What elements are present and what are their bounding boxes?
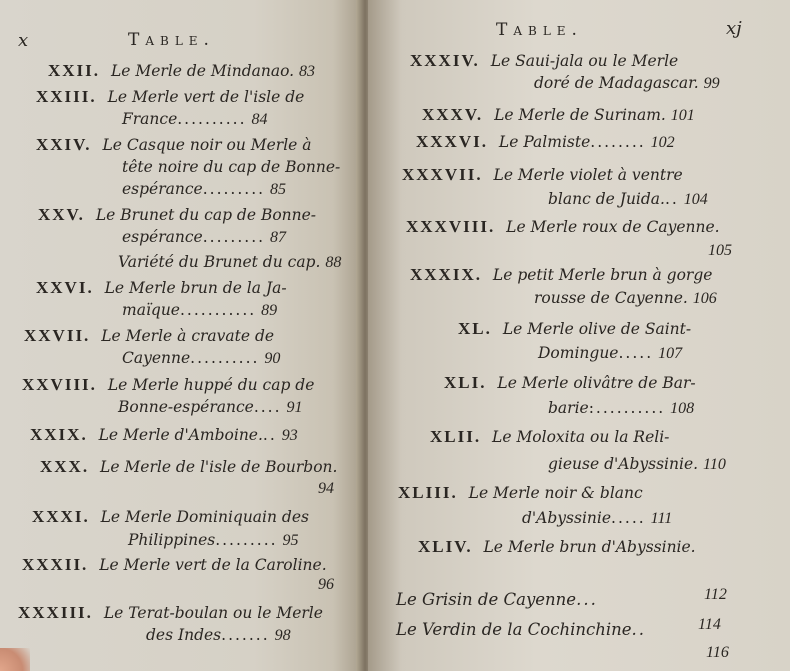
entry-page: 98: [274, 627, 291, 644]
toc-entry: [430, 426, 669, 448]
entry-number: XL.: [458, 319, 492, 338]
toc-entry: [118, 252, 341, 273]
entry-number: XXVI.: [36, 278, 94, 297]
entry-title: Le Merle d'Amboine.: [98, 426, 263, 444]
toc-entry-continuation: [122, 157, 340, 178]
left-header: Table.: [128, 30, 215, 50]
right-header: Table.: [496, 20, 583, 40]
entry-title: Le Merle de l'isle de Bourbon.: [100, 458, 338, 476]
toc-entry: [398, 482, 643, 504]
toc-entry: [458, 318, 691, 340]
entry-title-line2: espérance: [122, 228, 203, 246]
entry-title-line2: Philippines: [128, 531, 216, 549]
entry-title: Le Casque noir ou Merle à: [102, 136, 312, 154]
toc-entry-continuation: maïque........... 89: [122, 301, 278, 319]
entry-page: 108: [670, 400, 695, 417]
toc-entry: [402, 164, 683, 186]
toc-entry-continuation: blanc de Juida... 104: [548, 190, 708, 208]
entry-title: Le Terat-boulan ou le Merle: [103, 604, 323, 622]
entry-number: XXVII.: [24, 326, 91, 345]
entry-page: 112: [704, 586, 727, 603]
entry-title-line3: espérance: [122, 180, 203, 198]
entry-number: XXVIII.: [22, 375, 97, 394]
toc-entry-continuation: Cayenne.......... 90: [122, 349, 281, 367]
entry-title: Le Merle olivâtre de Bar-: [497, 374, 696, 392]
entry-title: Le Brunet du cap de Bonne-: [95, 206, 317, 224]
entry-number: XXXIX.: [410, 265, 482, 284]
entry-page: 102: [650, 134, 675, 151]
toc-entry-continuation: espérance......... 85: [122, 180, 286, 198]
entry-title: Le petit Merle brun à gorge: [492, 266, 713, 284]
entry-page: 85: [270, 181, 286, 198]
entry-number: XXXVII.: [402, 165, 483, 184]
entry-page: 89: [261, 302, 278, 319]
entry-title-line2: des Indes: [146, 626, 222, 644]
toc-entry: [406, 216, 720, 238]
toc-entry: [38, 204, 316, 226]
toc-entry-continuation: [534, 73, 720, 94]
entry-page: 91: [286, 399, 303, 416]
entry-number: XXXI.: [32, 507, 90, 526]
right-folio: xj: [726, 18, 742, 39]
entry-title-line2: maïque: [122, 301, 180, 319]
entry-title-line2: doré de Madagascar.: [534, 74, 699, 92]
entry-title-line2: Cayenne: [122, 349, 191, 367]
left-page: [0, 0, 362, 671]
entry-title: Le Merle vert de l'isle de: [107, 88, 305, 106]
toc-entry: [410, 264, 712, 286]
entry-page: 95: [282, 532, 299, 549]
toc-entry-continuation: espérance......... 87: [122, 228, 286, 246]
entry-title: Le Merle huppé du cap de: [107, 376, 315, 394]
entry-page: 87: [270, 229, 286, 246]
entry-title: Le Palmiste: [498, 133, 591, 151]
entry-number: XLIII.: [398, 483, 458, 502]
entry-number: XXX.: [40, 457, 90, 476]
entry-number: XLIV.: [418, 537, 473, 556]
entry-page: 111: [650, 510, 673, 527]
entry-number: XLI.: [444, 373, 487, 392]
toc-entry: [18, 602, 323, 624]
right-page: [368, 0, 790, 671]
entry-title: Le Merle vert de la Caroline.: [99, 556, 327, 574]
entry-page: 94: [318, 480, 334, 497]
toc-entry: [418, 536, 696, 558]
toc-entry: Le Grisin de Cayenne...: [396, 590, 598, 609]
entry-title: Le Merle de Mindanao.: [110, 62, 295, 80]
entry-number: XXXVIII.: [406, 217, 496, 236]
entry-title-line2: Bonne-espérance: [118, 398, 254, 416]
toc-entry: [22, 554, 327, 576]
entry-number: XXXII.: [22, 555, 89, 574]
entry-page: 90: [264, 350, 281, 367]
entry-title: Le Merle de Surinam.: [494, 106, 666, 124]
entry-title-line2: rousse de Cayenne.: [534, 289, 688, 307]
entry-number: XXIV.: [36, 135, 92, 154]
entry-title: Le Merle violet à ventre: [493, 166, 683, 184]
entry-title-line2: d'Abyssinie: [522, 509, 612, 527]
entry-title-line2: France: [122, 110, 178, 128]
entry-number: XXXIV.: [410, 51, 480, 70]
entry-title-line2: barie: [548, 399, 589, 417]
toc-entry: [36, 134, 312, 156]
toc-entry-continuation: Philippines......... 95: [128, 531, 299, 549]
toc-entry: [24, 325, 274, 347]
entry-title: Le Saui-jala ou le Merle: [490, 52, 679, 70]
entry-number: XXII.: [48, 61, 101, 80]
entry-title: Le Merle à cravate de: [101, 327, 275, 345]
entry-page: 110: [703, 456, 726, 473]
toc-entry: [40, 456, 337, 478]
toc-entry: [36, 86, 304, 108]
toc-entry-continuation: des Indes....... 98: [146, 626, 291, 644]
entry-page: 105: [708, 242, 732, 259]
entry-title: Le Merle Dominiquain des: [100, 508, 309, 526]
entry-number: XXXVI.: [416, 132, 488, 151]
entry-number: XXXIII.: [18, 603, 93, 622]
toc-entry: XXIX. Le Merle d'Amboine... 93: [30, 425, 298, 444]
toc-entry: [410, 50, 678, 72]
entry-number: XXIX.: [30, 425, 88, 444]
entry-title: Le Moloxita ou la Reli-: [492, 428, 670, 446]
toc-entry: [36, 277, 287, 299]
toc-entry: [444, 372, 696, 394]
entry-number: XXIII.: [36, 87, 97, 106]
entry-title-line2: blanc de Juida.: [548, 190, 665, 208]
entry-title: Le Merle olive de Saint-: [502, 320, 692, 338]
entry-page: 83: [299, 63, 316, 80]
entry-page: 116: [706, 644, 729, 661]
entry-page: 88: [325, 254, 342, 271]
toc-entry-continuation: France.......... 84: [122, 110, 268, 128]
entry-number: XLII.: [430, 427, 482, 446]
toc-entry-continuation: [548, 454, 726, 475]
entry-page: 106: [692, 290, 717, 307]
toc-entry-continuation: d'Abyssinie..... 111: [522, 509, 673, 527]
entry-page: 107: [658, 345, 683, 362]
toc-entry: [32, 506, 309, 528]
entry-title-line2: Domingue: [538, 344, 619, 362]
toc-entry: Le Verdin de la Cochinchine..: [396, 620, 647, 639]
entry-title: Variété du Brunet du cap.: [118, 253, 321, 271]
entry-title: Le Verdin de la Cochinchine: [396, 620, 632, 639]
entry-title-line2: gieuse d'Abyssinie.: [548, 455, 699, 473]
entry-page: 84: [251, 111, 268, 128]
toc-entry: XXXVI. Le Palmiste........ 102: [416, 132, 675, 151]
entry-page: 93: [281, 427, 298, 444]
toc-entry-continuation: Domingue..... 107: [538, 344, 683, 362]
entry-title-line2: tête noire du cap de Bonne-: [122, 158, 341, 176]
toc-entry: [22, 374, 314, 396]
entry-page: 96: [318, 576, 334, 593]
toc-entry-continuation: Bonne-espérance.... 91: [118, 398, 303, 416]
toc-entry: [422, 104, 695, 126]
entry-number: XXV.: [38, 205, 85, 224]
left-folio: x: [18, 30, 29, 51]
entry-title: Le Merle brun d'Abyssinie.: [483, 538, 696, 556]
toc-entry: [48, 60, 315, 82]
thumb-shadow: [0, 648, 30, 671]
entry-number: XXXV.: [422, 105, 484, 124]
entry-title: Le Grisin de Cayenne: [396, 590, 577, 609]
entry-title: Le Merle noir & blanc: [468, 484, 643, 502]
toc-entry-continuation: barie:.......... 108: [548, 399, 695, 417]
toc-entry-continuation: [534, 288, 717, 309]
entry-page: 114: [698, 616, 721, 633]
entry-title: Le Merle brun de la Ja-: [104, 279, 287, 297]
entry-page: 99: [703, 75, 720, 92]
entry-page: 101: [670, 107, 695, 124]
entry-title: Le Merle roux de Cayenne.: [506, 218, 720, 236]
entry-page: 104: [683, 191, 708, 208]
